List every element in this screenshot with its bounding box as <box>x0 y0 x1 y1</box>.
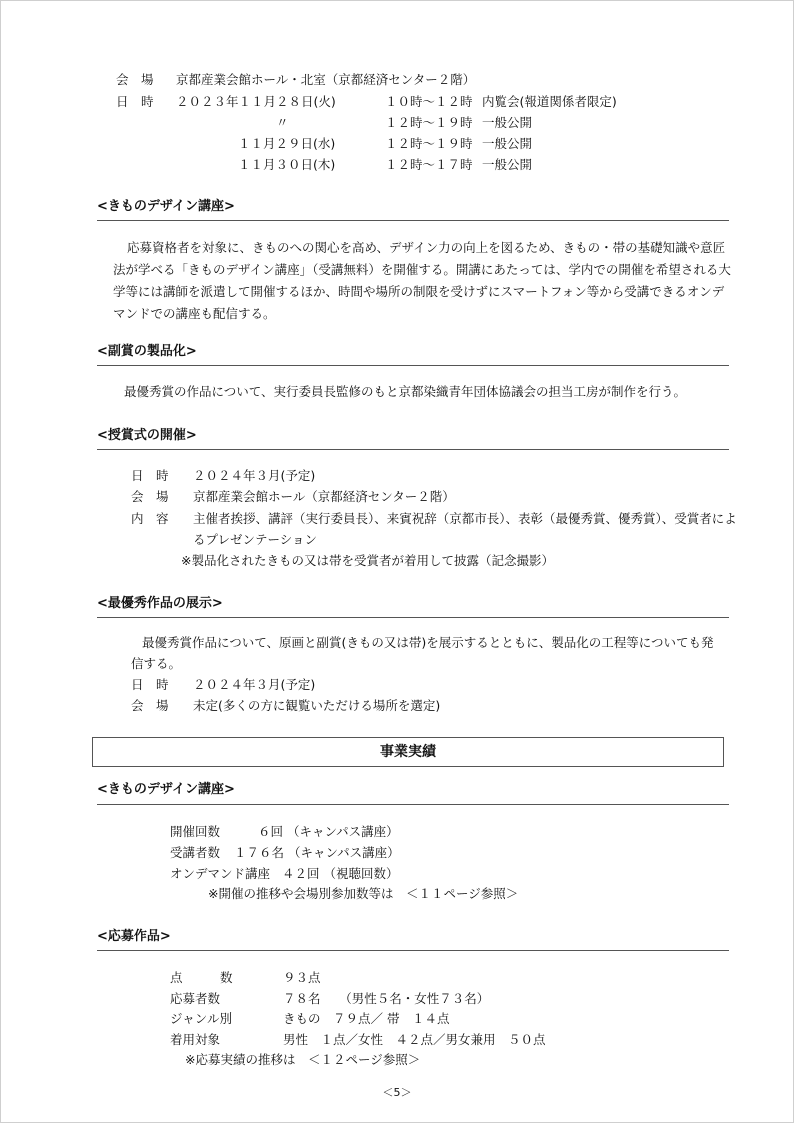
schedule-note: 一般公開 <box>482 115 533 130</box>
schedule-time: １２時～１９時 <box>385 115 473 130</box>
ceremony-content-line2: るプレゼンテーション <box>193 532 318 547</box>
kimono-course-text: 応募資格者を対象に、きものへの関心を高め、デザイン力の向上を図るため、きもの・帯の基礎知識や意匠法が学べる「きものデザイン講座」（受講無料）を開催する。開講にあたっては、学内での開催を希望される大学等には講師を派遣して開催するほか、時間や場所の制限を受けずにスマートフォン等から受講できるオンデマンドでの講座も配信する。 <box>113 240 731 321</box>
schedule-note: 内覧会(報道関係者限定) <box>482 94 617 109</box>
section-divider <box>97 804 729 805</box>
results-course-value: ４２回 （視聴回数） <box>282 866 399 881</box>
ceremony-content-line1: 主催者挨拶、講評（実行委員長）、来賓祝辞（京都市長）、表彰（最優秀賞、優秀賞）、受賞者によ <box>193 511 737 526</box>
best-work-venue-label: 会 場 <box>131 698 169 713</box>
productization-text: 最優秀賞の作品について、実行委員長監修のもと京都染織青年団体協議会の担当工房が制作を行う。 <box>124 384 687 399</box>
best-work-text-line2: 信する。 <box>131 656 182 671</box>
results-entries-label: ジャンル別 <box>170 1011 232 1026</box>
results-entries-value: ９３点 <box>283 970 321 985</box>
schedule-note: 一般公開 <box>482 157 533 172</box>
ceremony-venue-value: 京都産業会館ホール（京都経済センター２階） <box>193 489 455 504</box>
best-work-date-label: 日 時 <box>131 677 169 692</box>
section-divider <box>97 365 729 366</box>
kimono-course-heading: <きものデザイン講座> <box>97 199 235 214</box>
ceremony-note: ※製品化されたきもの又は帯を受賞者が着用して披露（記念撮影） <box>181 553 554 568</box>
best-work-heading: <最優秀作品の展示> <box>97 596 223 611</box>
schedule-date: １１月２９日(水) <box>238 136 336 151</box>
schedule-time: １２時～１９時 <box>385 136 473 151</box>
results-entries-value: ７８名 （男性５名・女性７３名） <box>283 991 490 1006</box>
results-entries-label: 着用対象 <box>170 1032 221 1047</box>
section-divider <box>97 449 729 450</box>
award-ceremony-heading: <授賞式の開催> <box>97 428 197 443</box>
schedule-time: １０時～１２時 <box>385 94 473 109</box>
productization-heading: <副賞の製品化> <box>97 344 197 359</box>
results-course-value: １７６名 （キャンパス講座） <box>234 845 400 860</box>
section-divider <box>97 617 729 618</box>
results-entries-label: 点 数 <box>170 970 233 985</box>
schedule-note: 一般公開 <box>482 136 533 151</box>
best-work-date-value: ２０２４年３月(予定) <box>193 677 316 692</box>
results-course-label: オンデマンド講座 <box>170 866 271 881</box>
results-banner-title: 事業実績 <box>380 744 436 760</box>
results-entries-value: 男性 １点／女性 ４２点／男女兼用 ５０点 <box>283 1032 546 1047</box>
ceremony-date-value: ２０２４年３月(予定) <box>193 468 316 483</box>
results-course-value: ６回 （キャンパス講座） <box>258 824 399 839</box>
schedule-time: １２時～１７時 <box>385 157 473 172</box>
exhibition-venue-label: 会 場 <box>116 72 154 87</box>
results-banner <box>92 737 724 767</box>
results-entries-value: きもの ７９点／ 帯 １４点 <box>283 1011 450 1026</box>
results-course-note: ※開催の推移や会場別参加数等は ＜１１ページ参照＞ <box>208 886 519 901</box>
ceremony-venue-label: 会 場 <box>131 489 169 504</box>
results-course-label: 開催回数 <box>170 824 221 839</box>
schedule-date: １１月３０日(木) <box>238 157 336 172</box>
results-course-label: 受講者数 <box>170 845 221 860</box>
section-divider <box>97 220 729 221</box>
results-entries-note: ※応募実績の推移は ＜１２ページ参照＞ <box>185 1052 421 1067</box>
section-divider <box>97 950 729 951</box>
exhibition-venue-value: 京都産業会館ホール・北室（京都経済センター２階） <box>176 72 476 87</box>
schedule-date: 〃 <box>276 115 289 130</box>
results-entries-label: 応募者数 <box>170 991 221 1006</box>
best-work-venue-value: 未定(多くの方に観覧いただける場所を選定) <box>193 698 441 713</box>
results-entries-heading: <応募作品> <box>97 929 171 944</box>
ceremony-content-label: 内 容 <box>131 511 169 526</box>
results-course-heading: <きものデザイン講座> <box>97 782 235 797</box>
best-work-text-line1: 最優秀賞作品について、原画と副賞(きもの又は帯)を展示するとともに、製品化の工程等についても発 <box>142 635 714 650</box>
schedule-date: ２０２３年１１月２８日(火) <box>176 94 336 109</box>
page-number: ＜5＞ <box>382 1086 412 1099</box>
exhibition-date-label: 日 時 <box>116 94 154 109</box>
ceremony-date-label: 日 時 <box>131 468 169 483</box>
